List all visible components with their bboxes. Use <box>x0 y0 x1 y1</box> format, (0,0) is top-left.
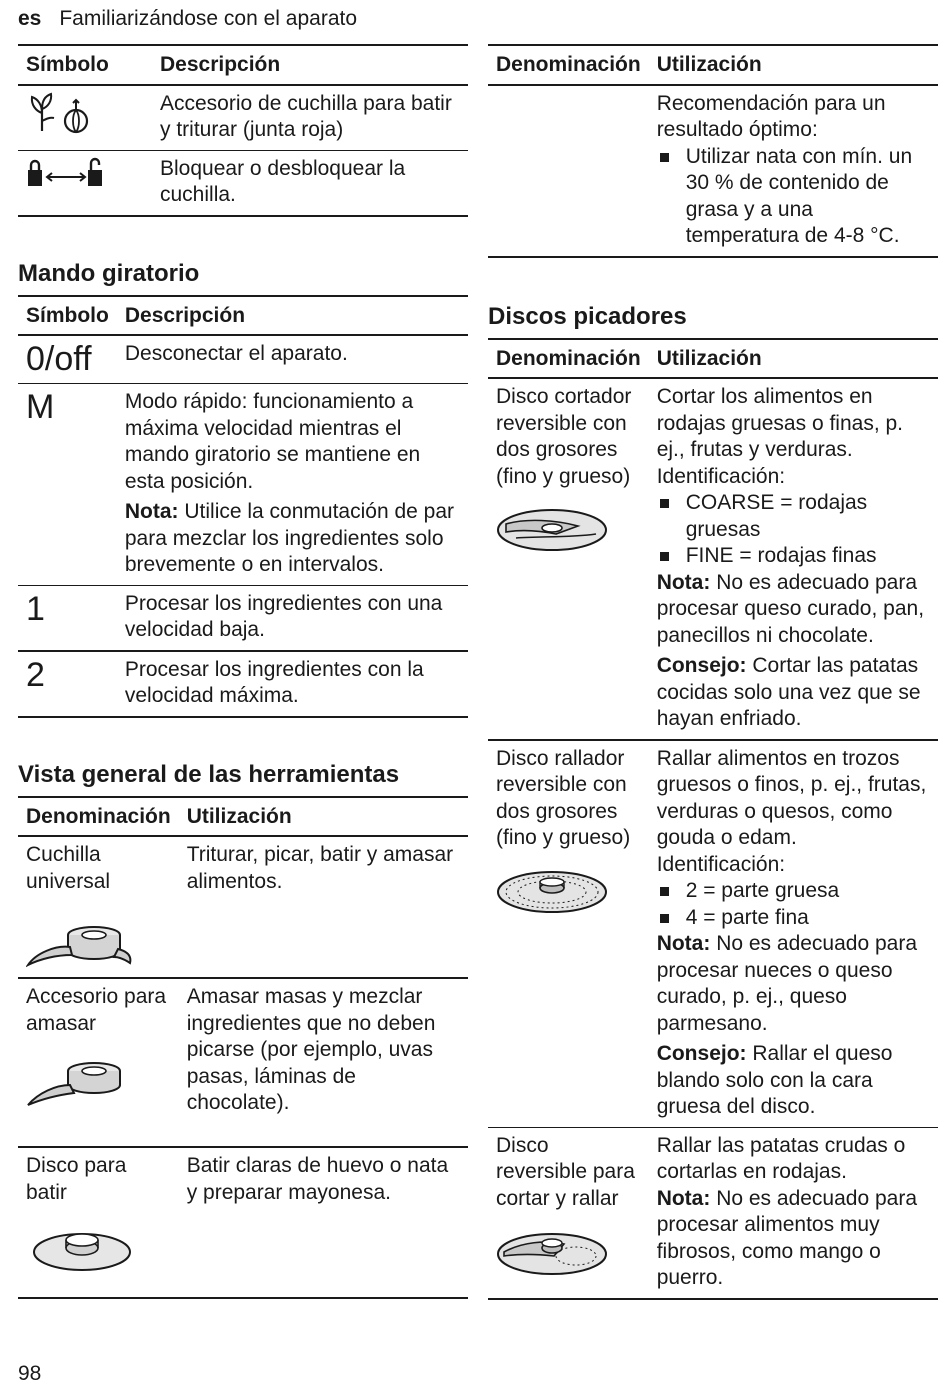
note-text: No es adecuado para procesar alimentos muy fibrosos, como mango o puerro. <box>656 1186 918 1289</box>
note-label: Nota: <box>656 570 711 594</box>
table-row <box>18 384 468 586</box>
knob-description: Procesar los ingredientes con una velocidad baja. <box>117 585 468 651</box>
knob-section-title: Mando giratorio <box>18 259 200 287</box>
col-header-description: Descripción <box>152 45 468 85</box>
table-row <box>488 1127 938 1299</box>
table-row <box>18 1147 468 1298</box>
tool-use: Amasar masas y mezclar ingredientes que no deben picarse (por ejemplo, uvas pasas, láminas de chocolate). <box>179 978 468 1147</box>
tool-name: Accesorio para amasar <box>26 985 167 1035</box>
discs-table <box>488 338 938 1300</box>
tools-table <box>18 796 468 1300</box>
tip-text: Cortar las patatas cocidas solo una vez que se hayan enfriado. <box>656 654 921 730</box>
col-header-name: Denominación <box>488 45 649 85</box>
col-header-name: Denominación <box>488 339 649 379</box>
table-row <box>488 740 938 1128</box>
disc-tip <box>657 1041 930 1121</box>
right-column <box>488 44 938 1300</box>
symbol-description: Bloquear o desbloquear la cuchilla. <box>152 150 468 216</box>
table-row <box>18 651 468 717</box>
page-header <box>18 6 357 32</box>
knob-description: Modo rápido: funcionamiento a máxima velocidad mientras el mando giratorio se mantiene en esta posición. <box>124 390 421 493</box>
knob-note <box>125 499 460 579</box>
col-header-name: Denominación <box>18 797 179 837</box>
col-header-symbol: Símbolo <box>18 45 152 85</box>
tip-text: Rallar el queso blando solo con la cara gruesa del disco. <box>656 1042 893 1118</box>
table-row <box>488 85 938 257</box>
identification-list <box>657 490 930 570</box>
note-text: No es adecuado para procesar queso curado, pan, panecillos ni chocolate. <box>656 570 925 647</box>
language-code: es <box>18 7 42 30</box>
note-label: Nota: <box>656 932 711 955</box>
col-header-use: Utilización <box>179 797 468 837</box>
universal-blade-icon <box>26 923 136 971</box>
symbols-table <box>18 44 468 217</box>
col-header-symbol: Símbolo <box>18 296 117 336</box>
list-item: 4 = parte fina <box>657 905 930 932</box>
tool-use: Triturar, picar, batir y amasar alimentos. <box>179 836 468 978</box>
disc-use: Rallar las patatas crudas o cortarlas en rodajas. <box>656 1133 906 1183</box>
tool-use: Batir claras de huevo o nata y preparar mayonesa. <box>179 1147 468 1298</box>
col-header-use: Utilización <box>649 339 938 379</box>
table-row <box>18 978 468 1147</box>
table-row <box>18 836 468 978</box>
col-header-description: Descripción <box>117 296 468 336</box>
list-item: 2 = parte gruesa <box>657 878 930 905</box>
section-title: Familiarizándose con el aparato <box>59 7 358 30</box>
knob-table <box>18 295 468 718</box>
tool-name: Disco para batir <box>26 1154 127 1204</box>
table-row <box>18 150 468 216</box>
table-row <box>18 85 468 151</box>
knob-symbol-1: 1 <box>18 585 117 651</box>
table-row <box>18 335 468 384</box>
page-number: 98 <box>18 1362 42 1385</box>
disc-note <box>657 931 930 1037</box>
table-row <box>18 585 468 651</box>
list-item: FINE = rodajas finas <box>657 543 930 570</box>
tip-label: Consejo: <box>656 654 747 677</box>
grating-disc-icon <box>496 866 608 916</box>
knob-symbol-2: 2 <box>18 651 117 717</box>
lock-unlock-icon <box>26 156 106 190</box>
slice-grate-disc-icon <box>496 1226 608 1278</box>
whisk-disc-icon <box>26 1222 136 1274</box>
disc-name: Disco cortador reversible con dos grosores (fino y grueso) <box>496 385 632 488</box>
note-label: Nota: <box>124 500 179 523</box>
symbol-description: Accesorio de cuchilla para batir y triturar (junta roja) <box>152 85 468 151</box>
discs-section-title: Discos picadores <box>488 302 687 330</box>
note-text: No es adecuado para procesar nueces o queso curado, p. ej., queso parmesano. <box>656 932 918 1035</box>
disc-name: Disco reversible para cortar y rallar <box>496 1133 635 1210</box>
disc-tip <box>657 653 930 733</box>
kneading-attachment-icon <box>26 1061 136 1109</box>
recommendation-text: Recomendación para un resultado óptimo: <box>656 91 886 141</box>
identification-label: Identificación: <box>656 852 786 876</box>
disc-note <box>657 570 930 650</box>
tools-section-title: Vista general de las herramientas <box>18 760 400 788</box>
slicing-disc-icon <box>496 504 608 554</box>
disc-use: Cortar los alimentos en rodajas gruesas o finas, p. ej., frutas y verduras. <box>656 385 903 461</box>
list-item: Utilizar nata con mín. un 30 % de contenido de grasa y a una temperatura de 4-8 °C. <box>657 144 930 250</box>
note-text: Utilice la conmutación de par para mezclar los ingredientes solo brevemente o en intervalos. <box>124 500 454 576</box>
knob-symbol-m: M <box>18 384 117 586</box>
identification-label: Identificación: <box>656 464 786 488</box>
tools-continued-table <box>488 44 938 258</box>
knob-symbol-off: 0/off <box>18 335 117 384</box>
tool-name: Cuchilla universal <box>26 843 111 893</box>
disc-note <box>657 1186 930 1292</box>
note-label: Nota: <box>656 1186 711 1210</box>
knob-description: Desconectar el aparato. <box>117 335 468 384</box>
list-item: COARSE = rodajas gruesas <box>657 490 930 543</box>
col-header-use: Utilización <box>649 45 938 85</box>
left-column <box>18 44 468 1299</box>
disc-name: Disco rallador reversible con dos grosores (fino y grueso) <box>496 746 631 849</box>
tip-label: Consejo: <box>656 1042 747 1065</box>
disc-use: Rallar alimentos en trozos gruesos o finos, p. ej., frutas, verduras o quesos, como gouda o edam. <box>656 746 927 849</box>
table-row <box>488 378 938 740</box>
herb-onion-icon <box>26 91 92 135</box>
identification-list <box>657 878 930 931</box>
recommendation-list <box>657 144 930 250</box>
knob-description: Procesar los ingredientes con la velocidad máxima. <box>117 651 468 717</box>
